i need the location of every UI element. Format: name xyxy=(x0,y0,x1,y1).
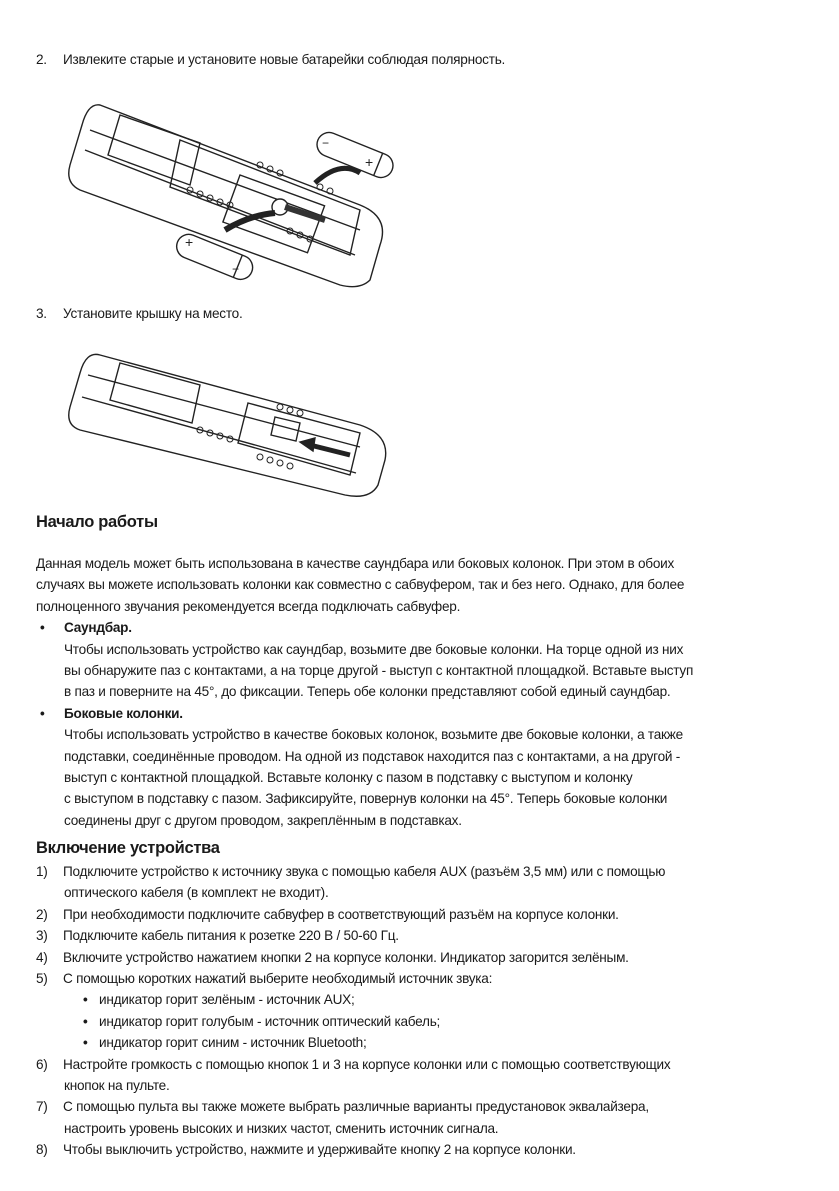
sub-item xyxy=(36,989,670,1010)
bullet-title: Саундбар. xyxy=(64,620,132,636)
cover-install-illustration xyxy=(60,345,410,505)
bullet-dot: • xyxy=(83,1013,88,1029)
item-text: С помощью пульта вы также можете выбрать различные варианты предустановок эквалайзера, xyxy=(63,1099,649,1115)
power-steps-list xyxy=(36,861,670,1160)
item-text: Настройте громкость с помощью кнопок 1 и 3 на корпусе колонки или с помощью соответствующих xyxy=(63,1056,671,1072)
section-title-start: Начало работы xyxy=(36,513,158,531)
bullet-dot: • xyxy=(83,1035,88,1051)
item-number: 7) xyxy=(36,1099,48,1115)
bullet-dot: • xyxy=(83,992,88,1008)
list-item xyxy=(36,861,670,882)
plus-label: + xyxy=(185,234,193,250)
minus-label: − xyxy=(232,262,239,276)
paragraph-line: Данная модель может быть использована в качестве саундбара или боковых колонок. При этом в обоих xyxy=(36,556,675,571)
sub-item-text: индикатор горит синим - источник Bluetooth; xyxy=(99,1035,367,1051)
paragraph-line: вы обнаружите паз с контактами, а на торце другой - выступ с контактной площадкой. Вставьте выступ xyxy=(64,662,694,678)
item-text: С помощью коротких нажатий выберите необходимый источник звука: xyxy=(63,970,493,986)
item-number: 3) xyxy=(36,928,48,944)
list-item xyxy=(36,1054,670,1075)
item-text: Включите устройство нажатием кнопки 2 на корпусе колонки. Индикатор загорится зелёным. xyxy=(63,949,629,965)
section-title-power: Включение устройства xyxy=(36,839,220,857)
sub-item xyxy=(36,1011,670,1032)
paragraph-line: соединены друг с другом проводом, закреплённым в подставках. xyxy=(64,812,462,828)
item-number: 5) xyxy=(36,970,48,986)
paragraph-line: с выступом в подставку с пазом. Зафиксируйте, повернув колонки на 45°. Теперь боковые колонки xyxy=(64,791,668,807)
item-number: 4) xyxy=(36,949,48,965)
item-number: 2) xyxy=(36,906,48,922)
step-2 xyxy=(36,52,505,67)
battery-insert-illustration xyxy=(60,95,410,295)
step-number: 3. xyxy=(36,306,47,321)
step-number: 2. xyxy=(36,52,47,67)
item-text: Подключите устройство к источнику звука с помощью кабеля AUX (разъём 3,5 мм) или с помощью xyxy=(63,864,666,879)
list-item xyxy=(36,947,670,968)
step-text: Извлеките старые и установите новые батарейки соблюдая полярность. xyxy=(63,52,506,67)
list-item xyxy=(36,925,670,946)
minus-label: − xyxy=(322,136,329,150)
item-text: кнопок на пульте. xyxy=(64,1077,170,1093)
bullet-dot: • xyxy=(40,620,45,636)
bullet-soundbar xyxy=(36,617,693,638)
paragraph-line: полноценного звучания рекомендуется всегда подключать сабвуфер. xyxy=(36,598,461,614)
paragraph-line: случаях вы можете использовать колонки как совместно с сабвуфером, так и без него. Однако, для более xyxy=(36,577,685,593)
list-item xyxy=(36,1139,670,1160)
item-text: оптического кабеля (в комплект не входит). xyxy=(64,885,329,901)
paragraph-line: в паз и поверните на 45°, до фиксации. Теперь обе колонки представляют собой единый саундбар. xyxy=(64,684,671,700)
item-number: 6) xyxy=(36,1056,48,1072)
bullet-title: Боковые колонки. xyxy=(64,705,183,721)
step-3 xyxy=(36,306,243,321)
section-start-body xyxy=(36,553,693,831)
list-item xyxy=(36,904,670,925)
paragraph-line: подставки, соединённые проводом. На одной из подставок находится паз с контактами, а на другой - xyxy=(64,748,681,764)
item-text: настроить уровень высоких и низких частот, сменить источник сигнала. xyxy=(64,1120,499,1136)
bullet-dot: • xyxy=(40,705,45,721)
sub-item-text: индикатор горит голубым - источник оптический кабель; xyxy=(99,1013,441,1029)
list-item xyxy=(36,968,670,989)
item-text: Чтобы выключить устройство, нажмите и удерживайте кнопку 2 на корпусе колонки. xyxy=(63,1142,576,1158)
step-text: Установите крышку на место. xyxy=(63,306,243,321)
plus-label: + xyxy=(365,154,373,170)
item-text: Подключите кабель питания к розетке 220 В / 50-60 Гц. xyxy=(63,928,399,944)
paragraph-line: Чтобы использовать устройство как саундбар, возьмите две боковые колонки. На торце одной из них xyxy=(64,641,684,657)
paragraph-line: Чтобы использовать устройство в качестве боковых колонок, возьмите две боковые колонки, а также xyxy=(64,727,683,743)
list-item xyxy=(36,1096,670,1117)
item-number: 1) xyxy=(36,864,48,879)
item-text: При необходимости подключите сабвуфер в соответствующий разъём на корпусе колонки. xyxy=(63,906,619,922)
sub-item xyxy=(36,1032,670,1053)
sub-item-text: индикатор горит зелёным - источник AUX; xyxy=(99,992,355,1008)
paragraph-line: выступ с контактной площадкой. Вставьте колонку с пазом в подставку с выступом и колонку xyxy=(64,769,633,785)
bullet-side-speakers xyxy=(36,703,693,724)
item-number: 8) xyxy=(36,1142,48,1158)
